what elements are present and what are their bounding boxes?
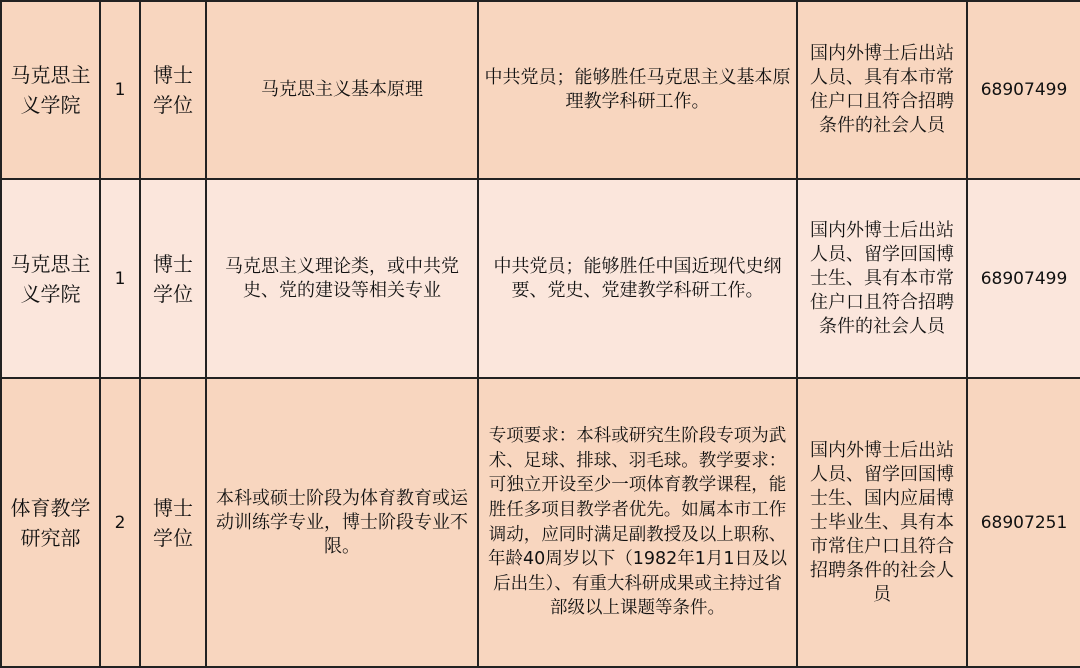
requirements-cell: 中共党员；能够胜任中国近现代史纲要、党史、党建教学科研工作。	[478, 179, 797, 378]
count-cell: 1	[100, 1, 140, 179]
major-cell: 马克思主义基本原理	[206, 1, 478, 179]
table-row	[1, 378, 1080, 667]
table-row	[1, 179, 1080, 378]
count-cell: 2	[100, 378, 140, 667]
department-cell: 马克思主义学院	[1, 179, 100, 378]
requirements-cell: 中共党员；能够胜任马克思主义基本原理教学科研工作。	[478, 1, 797, 179]
count-cell: 1	[100, 179, 140, 378]
department-cell: 马克思主义学院	[1, 1, 100, 179]
eligibility-cell: 国内外博士后出站人员、留学回国博士生、国内应届博士毕业生、具有本市常住户口且符合招聘条件的社会人员	[797, 378, 967, 667]
phone-cell: 68907499	[967, 1, 1080, 179]
phone-cell: 68907499	[967, 179, 1080, 378]
degree-cell: 博士学位	[140, 179, 206, 378]
phone-cell: 68907251	[967, 378, 1080, 667]
major-cell: 马克思主义理论类，或中共党史、党的建设等相关专业	[206, 179, 478, 378]
department-cell: 体育教学研究部	[1, 378, 100, 667]
degree-cell: 博士学位	[140, 378, 206, 667]
eligibility-cell: 国内外博士后出站人员、具有本市常住户口且符合招聘条件的社会人员	[797, 1, 967, 179]
requirements-cell: 专项要求：本科或研究生阶段专项为武术、足球、排球、羽毛球。教学要求：可独立开设至少一项体育教学课程，能胜任多项目教学者优先。如属本市工作调动，应同时满足副教授及以上职称、年龄40周岁以下（1982年1月1日及以后出生）、有重大科研成果或主持过省部级以上课题等条件。	[478, 378, 797, 667]
eligibility-cell: 国内外博士后出站人员、留学回国博士生、具有本市常住户口且符合招聘条件的社会人员	[797, 179, 967, 378]
major-cell: 本科或硕士阶段为体育教育或运动训练学专业，博士阶段专业不限。	[206, 378, 478, 667]
table-row	[1, 1, 1080, 179]
degree-cell: 博士学位	[140, 1, 206, 179]
